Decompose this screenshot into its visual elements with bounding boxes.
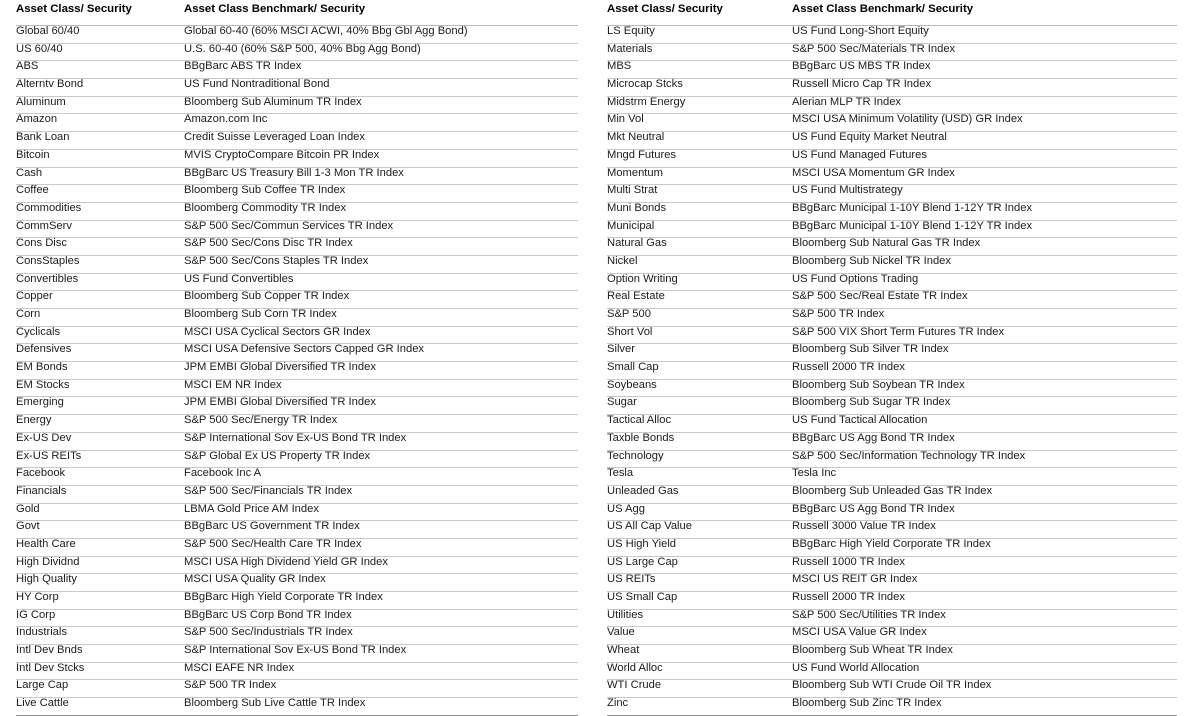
benchmark-cell: US Fund Long-Short Equity <box>792 26 1177 44</box>
table-row <box>16 432 578 450</box>
table-row <box>16 574 578 592</box>
table-row <box>16 379 578 397</box>
asset-class-cell: World Alloc <box>607 662 792 680</box>
asset-class-cell: Defensives <box>16 344 184 362</box>
benchmark-cell: MVIS CryptoCompare Bitcoin PR Index <box>184 149 578 167</box>
benchmark-cell: MSCI EAFE NR Index <box>184 662 578 680</box>
benchmark-cell: BBgBarc ABS TR Index <box>184 61 578 79</box>
benchmark-cell: US Fund Equity Market Neutral <box>792 132 1177 150</box>
table-row <box>16 238 578 256</box>
table-row <box>607 344 1177 362</box>
asset-class-cell: US Large Cap <box>607 556 792 574</box>
table-row <box>16 362 578 380</box>
table-row <box>16 26 578 44</box>
table-row <box>16 397 578 415</box>
benchmark-cell: MSCI USA Momentum GR Index <box>792 167 1177 185</box>
benchmark-cell: JPM EMBI Global Diversified TR Index <box>184 362 578 380</box>
asset-class-cell: HY Corp <box>16 592 184 610</box>
benchmark-cell: MSCI USA Value GR Index <box>792 627 1177 645</box>
table-row <box>16 167 578 185</box>
right-column <box>600 4 1200 716</box>
table-row <box>607 309 1177 327</box>
asset-class-cell: Health Care <box>16 538 184 556</box>
asset-class-cell: Materials <box>607 43 792 61</box>
asset-class-cell: Ex-US Dev <box>16 432 184 450</box>
table-body-right <box>607 26 1177 716</box>
asset-class-cell: Aluminum <box>16 96 184 114</box>
table-row <box>16 43 578 61</box>
benchmark-cell: Tesla Inc <box>792 468 1177 486</box>
benchmark-cell: Bloomberg Sub Soybean TR Index <box>792 379 1177 397</box>
asset-class-cell: Tesla <box>607 468 792 486</box>
benchmark-cell: Bloomberg Sub Natural Gas TR Index <box>792 238 1177 256</box>
benchmark-cell: S&P 500 Sec/Health Care TR Index <box>184 538 578 556</box>
table-row <box>607 645 1177 663</box>
table-row <box>607 114 1177 132</box>
asset-class-cell: Technology <box>607 450 792 468</box>
benchmark-cell: BBgBarc US Treasury Bill 1-3 Mon TR Index <box>184 167 578 185</box>
table-row <box>607 149 1177 167</box>
asset-class-cell: Natural Gas <box>607 238 792 256</box>
asset-class-cell: Sugar <box>607 397 792 415</box>
table-row <box>16 556 578 574</box>
table-row <box>607 698 1177 716</box>
benchmark-cell: Bloomberg Sub Corn TR Index <box>184 309 578 327</box>
table-row <box>607 415 1177 433</box>
table-row <box>16 662 578 680</box>
table-row <box>607 627 1177 645</box>
asset-class-cell: S&P 500 <box>607 309 792 327</box>
asset-class-cell: US 60/40 <box>16 43 184 61</box>
table-row <box>16 79 578 97</box>
benchmark-cell: Bloomberg Sub Coffee TR Index <box>184 185 578 203</box>
asset-class-cell: Bank Loan <box>16 132 184 150</box>
asset-class-cell: US Small Cap <box>607 592 792 610</box>
asset-class-cell: Mkt Neutral <box>607 132 792 150</box>
asset-class-cell: Emerging <box>16 397 184 415</box>
table-header-right <box>607 4 1177 26</box>
table-row <box>607 432 1177 450</box>
asset-class-cell: Cyclicals <box>16 326 184 344</box>
table-row <box>607 255 1177 273</box>
header-row <box>607 4 1177 26</box>
asset-class-cell: High Dividnd <box>16 556 184 574</box>
column-header-asset-class: Asset Class/ Security <box>607 4 792 26</box>
benchmark-cell: Bloomberg Sub Copper TR Index <box>184 291 578 309</box>
benchmark-cell: BBgBarc US MBS TR Index <box>792 61 1177 79</box>
asset-class-cell: WTI Crude <box>607 680 792 698</box>
table-row <box>607 185 1177 203</box>
benchmark-cell: Alerian MLP TR Index <box>792 96 1177 114</box>
asset-class-cell: Option Writing <box>607 273 792 291</box>
benchmark-cell: S&P 500 VIX Short Term Futures TR Index <box>792 326 1177 344</box>
benchmark-cell: US Fund Tactical Allocation <box>792 415 1177 433</box>
asset-class-cell: Corn <box>16 309 184 327</box>
table-row <box>16 503 578 521</box>
benchmark-cell: JPM EMBI Global Diversified TR Index <box>184 397 578 415</box>
benchmark-cell: S&P 500 Sec/Commun Services TR Index <box>184 220 578 238</box>
benchmark-cell: Russell 1000 TR Index <box>792 556 1177 574</box>
asset-class-cell: Zinc <box>607 698 792 716</box>
asset-class-cell: Small Cap <box>607 362 792 380</box>
asset-class-cell: Wheat <box>607 645 792 663</box>
benchmark-cell: S&P 500 Sec/Materials TR Index <box>792 43 1177 61</box>
benchmark-cell: S&P 500 Sec/Financials TR Index <box>184 485 578 503</box>
table-row <box>607 26 1177 44</box>
table-row <box>607 79 1177 97</box>
benchmark-cell: S&P 500 Sec/Information Technology TR Index <box>792 450 1177 468</box>
table-row <box>607 43 1177 61</box>
asset-class-benchmark-table-left <box>16 4 578 716</box>
asset-class-cell: Nickel <box>607 255 792 273</box>
asset-class-cell: Govt <box>16 521 184 539</box>
table-row <box>16 96 578 114</box>
benchmark-cell: MSCI USA Quality GR Index <box>184 574 578 592</box>
benchmark-cell: Bloomberg Sub Nickel TR Index <box>792 255 1177 273</box>
benchmark-cell: Bloomberg Sub WTI Crude Oil TR Index <box>792 680 1177 698</box>
table-row <box>16 149 578 167</box>
asset-class-cell: Live Cattle <box>16 698 184 716</box>
table-row <box>16 114 578 132</box>
table-row <box>16 627 578 645</box>
asset-class-cell: High Quality <box>16 574 184 592</box>
table-row <box>16 61 578 79</box>
asset-class-cell: Gold <box>16 503 184 521</box>
asset-class-cell: Energy <box>16 415 184 433</box>
benchmark-cell: Facebook Inc A <box>184 468 578 486</box>
table-row <box>16 609 578 627</box>
table-row <box>607 96 1177 114</box>
table-row <box>607 485 1177 503</box>
benchmark-cell: MSCI USA Minimum Volatility (USD) GR Index <box>792 114 1177 132</box>
asset-class-cell: Large Cap <box>16 680 184 698</box>
benchmark-cell: BBgBarc US Corp Bond TR Index <box>184 609 578 627</box>
table-row <box>16 326 578 344</box>
table-row <box>16 485 578 503</box>
table-row <box>607 326 1177 344</box>
table-row <box>607 609 1177 627</box>
asset-class-cell: Taxble Bonds <box>607 432 792 450</box>
benchmark-cell: LBMA Gold Price AM Index <box>184 503 578 521</box>
table-row <box>16 273 578 291</box>
asset-class-cell: CommServ <box>16 220 184 238</box>
table-row <box>607 291 1177 309</box>
benchmark-cell: BBgBarc US Government TR Index <box>184 521 578 539</box>
header-row <box>16 4 578 26</box>
table-row <box>607 450 1177 468</box>
asset-class-benchmark-table-right <box>607 4 1177 716</box>
benchmark-cell: S&P 500 Sec/Energy TR Index <box>184 415 578 433</box>
benchmark-cell: S&P 500 TR Index <box>792 309 1177 327</box>
asset-class-cell: Mngd Futures <box>607 149 792 167</box>
asset-class-cell: IG Corp <box>16 609 184 627</box>
benchmark-cell: Global 60-40 (60% MSCI ACWI, 40% Bbg Gbl Agg Bond) <box>184 26 578 44</box>
table-row <box>16 450 578 468</box>
table-row <box>607 662 1177 680</box>
asset-class-cell: Convertibles <box>16 273 184 291</box>
table-body-left <box>16 26 578 716</box>
benchmark-cell: US Fund Convertibles <box>184 273 578 291</box>
asset-class-cell: Bitcoin <box>16 149 184 167</box>
asset-class-cell: Min Vol <box>607 114 792 132</box>
benchmark-cell: Bloomberg Sub Aluminum TR Index <box>184 96 578 114</box>
table-row <box>16 521 578 539</box>
asset-class-cell: Municipal <box>607 220 792 238</box>
column-header-benchmark: Asset Class Benchmark/ Security <box>792 4 1177 26</box>
table-row <box>607 379 1177 397</box>
benchmark-cell: S&P 500 Sec/Cons Disc TR Index <box>184 238 578 256</box>
asset-class-cell: Ex-US REITs <box>16 450 184 468</box>
benchmark-cell: US Fund Managed Futures <box>792 149 1177 167</box>
benchmark-cell: S&P 500 Sec/Cons Staples TR Index <box>184 255 578 273</box>
table-row <box>16 344 578 362</box>
table-row <box>607 556 1177 574</box>
table-row <box>16 309 578 327</box>
asset-class-cell: Tactical Alloc <box>607 415 792 433</box>
table-row <box>16 185 578 203</box>
benchmark-cell: BBgBarc US Agg Bond TR Index <box>792 432 1177 450</box>
table-row <box>607 132 1177 150</box>
asset-class-cell: EM Bonds <box>16 362 184 380</box>
table-row <box>607 273 1177 291</box>
asset-class-cell: Facebook <box>16 468 184 486</box>
benchmark-cell: BBgBarc Municipal 1-10Y Blend 1-12Y TR Index <box>792 220 1177 238</box>
benchmark-cell: Bloomberg Sub Silver TR Index <box>792 344 1177 362</box>
asset-class-cell: Real Estate <box>607 291 792 309</box>
table-row <box>16 468 578 486</box>
table-row <box>607 538 1177 556</box>
asset-class-cell: Alterntv Bond <box>16 79 184 97</box>
benchmark-cell: Bloomberg Sub Unleaded Gas TR Index <box>792 485 1177 503</box>
table-row <box>16 645 578 663</box>
asset-class-cell: EM Stocks <box>16 379 184 397</box>
benchmark-cell: Credit Suisse Leveraged Loan Index <box>184 132 578 150</box>
asset-class-cell: ConsStaples <box>16 255 184 273</box>
asset-class-cell: US High Yield <box>607 538 792 556</box>
benchmark-cell: MSCI USA Defensive Sectors Capped GR Index <box>184 344 578 362</box>
table-row <box>607 362 1177 380</box>
asset-class-cell: Value <box>607 627 792 645</box>
table-row <box>16 415 578 433</box>
table-row <box>607 220 1177 238</box>
table-row <box>16 255 578 273</box>
benchmark-cell: BBgBarc Municipal 1-10Y Blend 1-12Y TR Index <box>792 202 1177 220</box>
asset-class-cell: Muni Bonds <box>607 202 792 220</box>
asset-class-cell: LS Equity <box>607 26 792 44</box>
table-header-left <box>16 4 578 26</box>
benchmark-cell: S&P 500 Sec/Industrials TR Index <box>184 627 578 645</box>
table-row <box>16 132 578 150</box>
benchmark-cell: Bloomberg Sub Zinc TR Index <box>792 698 1177 716</box>
asset-class-cell: US REITs <box>607 574 792 592</box>
asset-class-cell: Utilities <box>607 609 792 627</box>
benchmark-cell: Russell Micro Cap TR Index <box>792 79 1177 97</box>
asset-class-cell: Unleaded Gas <box>607 485 792 503</box>
benchmark-cell: US Fund Multistrategy <box>792 185 1177 203</box>
asset-class-cell: Intl Dev Stcks <box>16 662 184 680</box>
table-row <box>16 592 578 610</box>
table-row <box>16 202 578 220</box>
asset-class-cell: Coffee <box>16 185 184 203</box>
asset-class-cell: Intl Dev Bnds <box>16 645 184 663</box>
asset-class-cell: US Agg <box>607 503 792 521</box>
column-header-benchmark: Asset Class Benchmark/ Security <box>184 4 578 26</box>
benchmark-cell: MSCI EM NR Index <box>184 379 578 397</box>
left-column <box>0 4 600 716</box>
benchmark-cell: Bloomberg Sub Wheat TR Index <box>792 645 1177 663</box>
benchmark-cell: Bloomberg Sub Sugar TR Index <box>792 397 1177 415</box>
benchmark-cell: MSCI USA Cyclical Sectors GR Index <box>184 326 578 344</box>
asset-class-cell: Silver <box>607 344 792 362</box>
table-row <box>607 592 1177 610</box>
asset-class-cell: Soybeans <box>607 379 792 397</box>
benchmark-cell: Bloomberg Commodity TR Index <box>184 202 578 220</box>
asset-class-cell: ABS <box>16 61 184 79</box>
benchmark-cell: Russell 2000 TR Index <box>792 592 1177 610</box>
table-row <box>607 167 1177 185</box>
table-row <box>607 503 1177 521</box>
asset-class-cell: Short Vol <box>607 326 792 344</box>
benchmark-cell: Russell 2000 TR Index <box>792 362 1177 380</box>
benchmark-cell: S&P 500 Sec/Real Estate TR Index <box>792 291 1177 309</box>
asset-class-cell: Cons Disc <box>16 238 184 256</box>
asset-class-cell: Cash <box>16 167 184 185</box>
benchmark-cell: S&P International Sov Ex-US Bond TR Index <box>184 645 578 663</box>
benchmark-cell: Bloomberg Sub Live Cattle TR Index <box>184 698 578 716</box>
benchmark-cell: US Fund Options Trading <box>792 273 1177 291</box>
benchmark-cell: S&P Global Ex US Property TR Index <box>184 450 578 468</box>
benchmark-cell: Amazon.com Inc <box>184 114 578 132</box>
benchmark-cell: S&P 500 TR Index <box>184 680 578 698</box>
asset-class-cell: Multi Strat <box>607 185 792 203</box>
asset-class-cell: Copper <box>16 291 184 309</box>
table-row <box>607 521 1177 539</box>
asset-class-cell: Industrials <box>16 627 184 645</box>
benchmark-cell: MSCI US REIT GR Index <box>792 574 1177 592</box>
benchmark-cell: MSCI USA High Dividend Yield GR Index <box>184 556 578 574</box>
asset-class-cell: Momentum <box>607 167 792 185</box>
table-row <box>607 202 1177 220</box>
benchmark-cell: S&P International Sov Ex-US Bond TR Index <box>184 432 578 450</box>
asset-class-cell: Amazon <box>16 114 184 132</box>
column-header-asset-class: Asset Class/ Security <box>16 4 184 26</box>
benchmark-cell: BBgBarc US Agg Bond TR Index <box>792 503 1177 521</box>
asset-class-cell: Microcap Stcks <box>607 79 792 97</box>
benchmark-cell: BBgBarc High Yield Corporate TR Index <box>184 592 578 610</box>
asset-class-cell: Global 60/40 <box>16 26 184 44</box>
table-row <box>16 698 578 716</box>
asset-class-cell: Financials <box>16 485 184 503</box>
asset-class-cell: Commodities <box>16 202 184 220</box>
benchmark-cell: U.S. 60-40 (60% S&P 500, 40% Bbg Agg Bond) <box>184 43 578 61</box>
table-row <box>607 61 1177 79</box>
benchmark-cell: Russell 3000 Value TR Index <box>792 521 1177 539</box>
benchmark-cell: BBgBarc High Yield Corporate TR Index <box>792 538 1177 556</box>
asset-class-cell: US All Cap Value <box>607 521 792 539</box>
asset-class-cell: Midstrm Energy <box>607 96 792 114</box>
table-row <box>607 238 1177 256</box>
asset-class-cell: MBS <box>607 61 792 79</box>
benchmark-cell: US Fund World Allocation <box>792 662 1177 680</box>
table-row <box>16 220 578 238</box>
table-row <box>607 468 1177 486</box>
table-row <box>607 397 1177 415</box>
benchmark-cell: US Fund Nontraditional Bond <box>184 79 578 97</box>
benchmark-cell: S&P 500 Sec/Utilities TR Index <box>792 609 1177 627</box>
table-row <box>16 538 578 556</box>
table-row <box>16 291 578 309</box>
table-row <box>607 574 1177 592</box>
